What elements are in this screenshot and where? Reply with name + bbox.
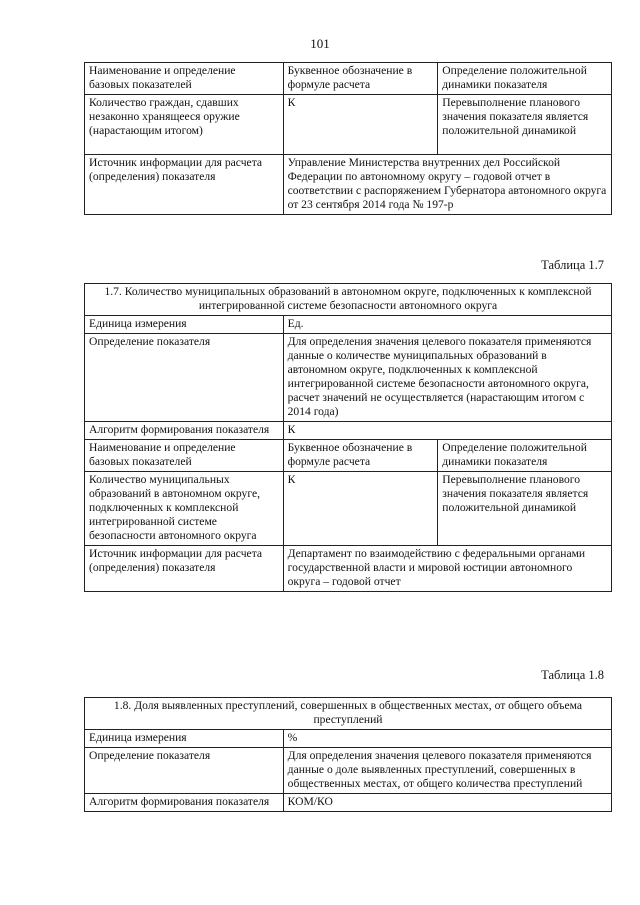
source-label: Источник информации для расчета (определения) показателя: [85, 155, 284, 215]
definition-row: [85, 748, 612, 794]
table-header-row: [85, 63, 612, 95]
page-number: 101: [310, 36, 330, 51]
table-1-8: [84, 697, 612, 812]
source-row: [85, 155, 612, 215]
definition-row: [85, 334, 612, 422]
table-1-7: [84, 283, 612, 592]
header-cell-name: Наименование и определение базовых показателей: [85, 440, 284, 472]
unit-label: Единица измерения: [85, 730, 284, 748]
header-cell-dynamics: Определение положительной динамики показателя: [438, 440, 612, 472]
algorithm-label: Алгоритм формирования показателя: [85, 794, 284, 812]
algorithm-row: [85, 422, 612, 440]
header-cell-symbol: Буквенное обозначение в формуле расчета: [283, 440, 438, 472]
unit-value: %: [283, 730, 611, 748]
header-cell-dynamics: Определение положительной динамики показателя: [438, 63, 612, 95]
header-cell-symbol: Буквенное обозначение в формуле расчета: [283, 63, 438, 95]
title-row: [85, 698, 612, 730]
source-label: Источник информации для расчета (определения) показателя: [85, 546, 284, 592]
source-value: Управление Министерства внутренних дел Российской Федерации по автономному округу – годовой отчет в соответствии с распоряжением Губернатора автономного округа от 23 сентября 2014 года № 197-р: [283, 155, 611, 215]
table-row: [85, 472, 612, 546]
source-value: Департамент по взаимодействию с федеральными органами государственной власти и мировой юстиции автономного округа – годовой отчет: [283, 546, 611, 592]
row-cell-name: Количество муниципальных образований в автономном округе, подключенных к комплексной интегрированной системе безопасности автономного округа: [85, 472, 284, 546]
table-continued: [84, 62, 612, 215]
definition-value: Для определения значения целевого показателя применяются данные о количестве муниципальных образований в автономном округе, подключенных к комплексной интегрированной системе безопасности автономного округа, расчет значений не осуществляется (нарастающим итогом с 2014 года): [283, 334, 611, 422]
table-title: 1.8. Доля выявленных преступлений, совершенных в общественных местах, от общего объема преступлений: [85, 698, 612, 730]
row-cell-symbol: К: [283, 472, 438, 546]
title-row: [85, 284, 612, 316]
source-row: [85, 546, 612, 592]
table-label-1-8: Таблица 1.8: [541, 668, 604, 682]
table-header-row: [85, 440, 612, 472]
row-cell-symbol: К: [283, 95, 438, 155]
table-row: [85, 95, 612, 155]
table-label-1-7: Таблица 1.7: [541, 258, 604, 272]
definition-label: Определение показателя: [85, 334, 284, 422]
unit-label: Единица измерения: [85, 316, 284, 334]
row-cell-dynamics: Перевыполнение планового значения показателя является положительной динамикой: [438, 95, 612, 155]
header-cell-name: Наименование и определение базовых показателей: [85, 63, 284, 95]
algorithm-value: К: [283, 422, 611, 440]
unit-row: [85, 730, 612, 748]
definition-value: Для определения значения целевого показателя применяются данные о доле выявленных преступлений, совершенных в общественных местах, от общего количества преступлений: [283, 748, 611, 794]
definition-label: Определение показателя: [85, 748, 284, 794]
algorithm-label: Алгоритм формирования показателя: [85, 422, 284, 440]
unit-row: [85, 316, 612, 334]
unit-value: Ед.: [283, 316, 611, 334]
row-cell-dynamics: Перевыполнение планового значения показателя является положительной динамикой: [438, 472, 612, 546]
table-title: 1.7. Количество муниципальных образований в автономном округе, подключенных к комплексной интегрированной системе безопасности автономного округа: [85, 284, 612, 316]
row-cell-name: Количество граждан, сдавших незаконно хранящееся оружие (нарастающим итогом): [85, 95, 284, 155]
algorithm-row: [85, 794, 612, 812]
algorithm-value: КОМ/КО: [283, 794, 611, 812]
